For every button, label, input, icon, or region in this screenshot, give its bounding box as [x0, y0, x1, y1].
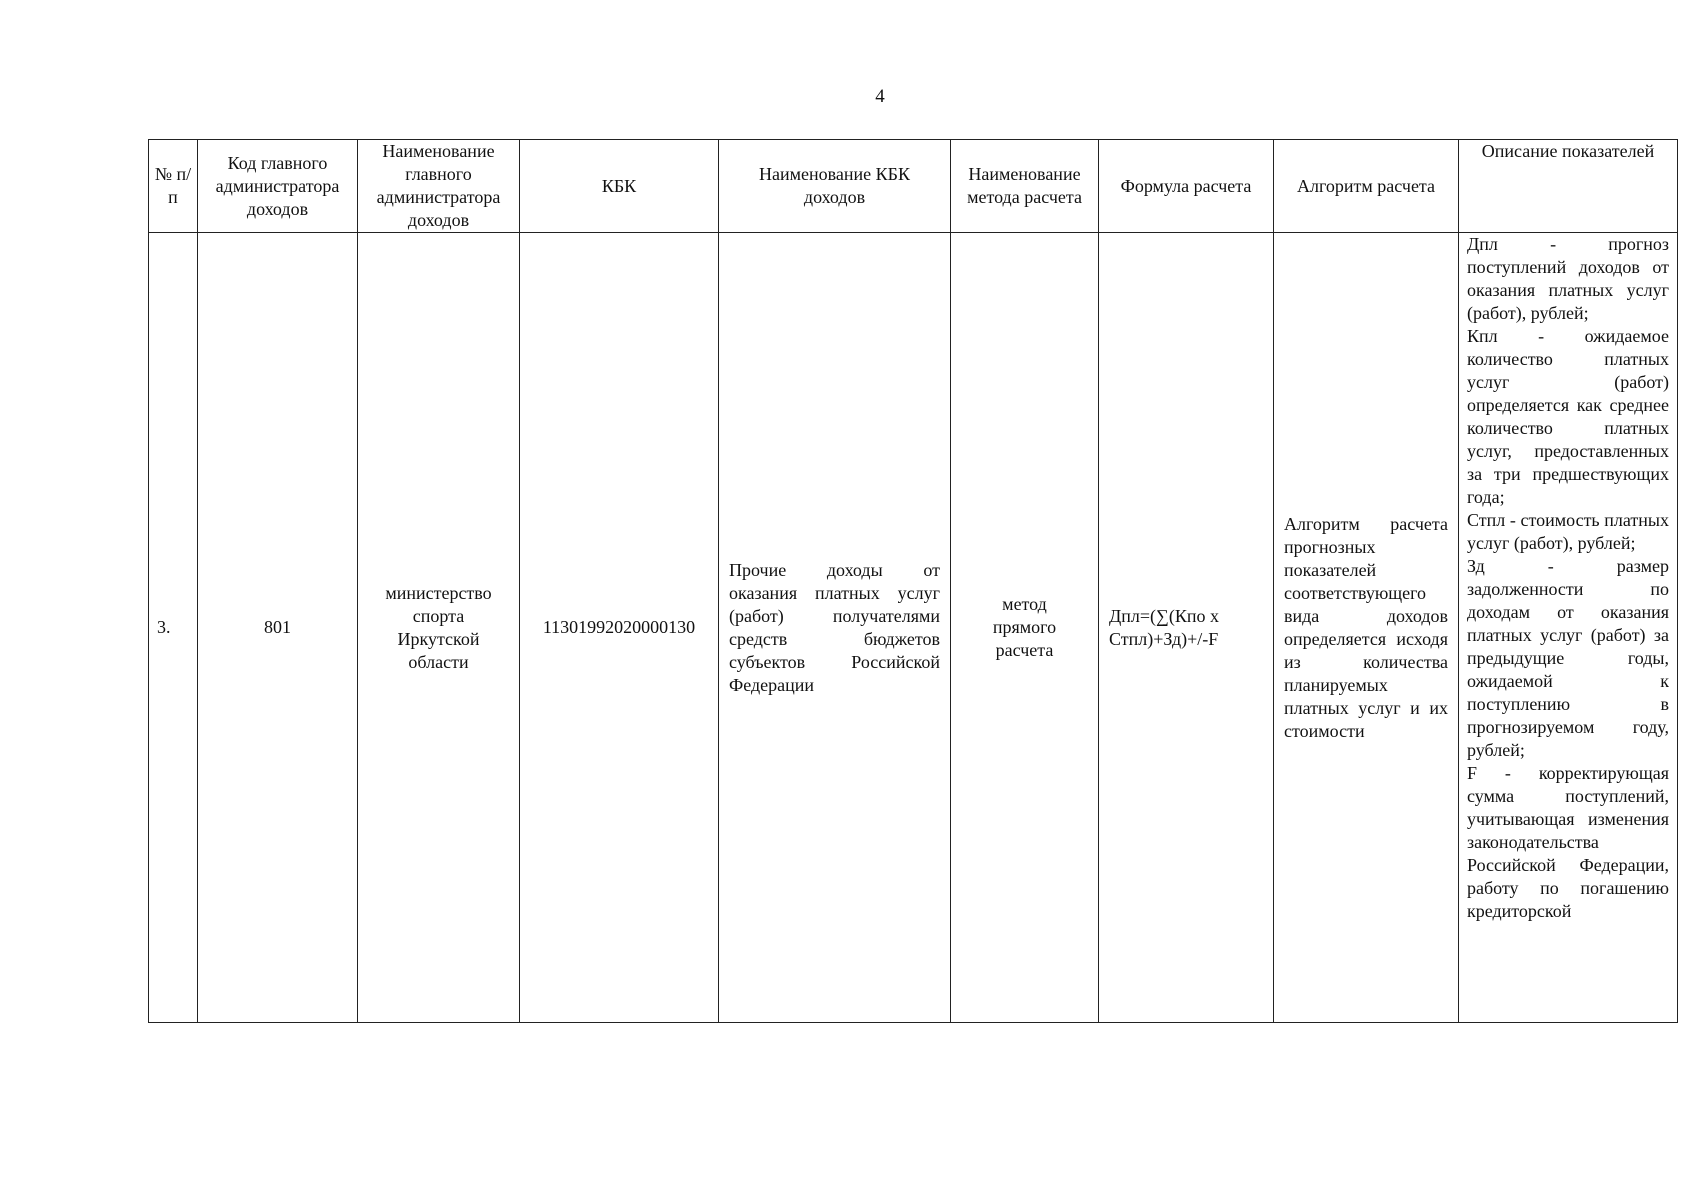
description-item-f: F - корректирующая сумма поступлений, учитывающая изменения законодательства Российской Федерации, работу по погашению кредиторской: [1467, 763, 1669, 921]
cell-kbk-name: Прочие доходы от оказания платных услуг (работ) получателями средств бюджетов субъектов Российской Федерации: [719, 233, 951, 1023]
cell-admin-name: министерство спорта Иркутской области: [358, 233, 520, 1023]
header-num: № п/п: [149, 140, 198, 233]
header-description: Описание показателей: [1459, 140, 1678, 233]
cell-admin-code: 801: [198, 233, 358, 1023]
cell-kbk: 11301992020000130: [520, 233, 719, 1023]
header-algorithm: Алгоритм расчета: [1274, 140, 1459, 233]
page-number: 4: [875, 86, 885, 107]
description-item-stpl: Стпл - стоимость платных услуг (работ), рублей;: [1467, 510, 1669, 553]
cell-formula: Дпл=(∑(Кпо x Стпл)+Зд)+/-F: [1099, 233, 1274, 1023]
revenue-forecast-table: [148, 139, 1678, 1023]
header-kbk: КБК: [520, 140, 719, 233]
header-admin-code: Код главного администратора доходов: [198, 140, 358, 233]
cell-num: 3.: [149, 233, 198, 1023]
table-header-row: [149, 140, 1678, 233]
cell-method-name: метод прямого расчета: [951, 233, 1099, 1023]
description-item-zd: Зд - размер задолженности по доходам от оказания платных услуг (работ) за предыдущие годы, ожидаемой к поступлению в прогнозируемом году, рублей;: [1467, 556, 1669, 760]
header-admin-name: Наименование главного администратора доходов: [358, 140, 520, 233]
header-formula: Формула расчета: [1099, 140, 1274, 233]
header-method-name: Наименование метода расчета: [951, 140, 1099, 233]
description-item-kpl: Кпл - ожидаемое количество платных услуг (работ) определяется как среднее количество платных услуг, предоставленных за три предшествующих года;: [1467, 326, 1669, 507]
cell-algorithm: Алгоритм расчета прогнозных показателей соответствующего вида доходов определяется исходя из количества планируемых платных услуг и их стоимости: [1274, 233, 1459, 1023]
table-row: [149, 233, 1678, 1023]
cell-description: [1459, 233, 1678, 1023]
description-item-dpl: Дпл - прогноз поступлений доходов от оказания платных услуг (работ), рублей;: [1467, 234, 1669, 323]
header-kbk-name: Наименование КБК доходов: [719, 140, 951, 233]
